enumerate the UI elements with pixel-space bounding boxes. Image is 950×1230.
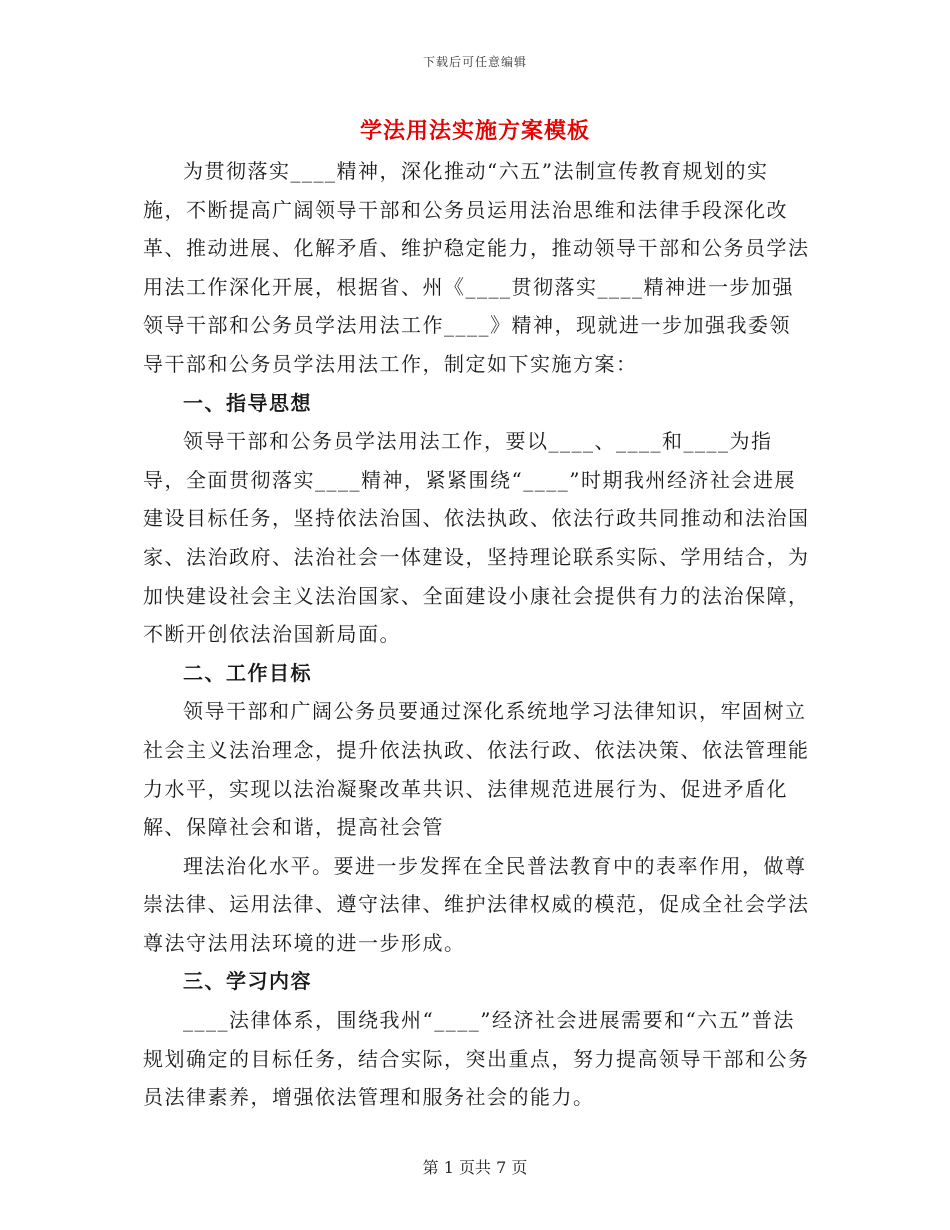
header-note: 下载后可任意编辑 — [422, 55, 527, 69]
work-goals-paragraph-2: 理法治化水平。要进一步发挥在全民普法教育中的表率作用，做尊崇法律、运用法律、遵守法律、维护法律权威的模范，促成全社会学法尊法守法用法环境的进一步形成。 — [143, 853, 810, 955]
section-heading-work-goals: 二、工作目标 — [183, 660, 312, 685]
work-goals-paragraph-1: 领导干部和广阔公务员要通过深化系统地学习法律知识，牢固树立社会主义法治理念，提升依法执政、依法行政、依法决策、依法管理能力水平，实现以法治凝聚改革共识、法律规范进展行为、促进矛盾化解、保障社会和谐，提高社会管 — [143, 699, 810, 840]
document-title: 学法用法实施方案模板 — [359, 118, 590, 144]
section-heading-study-content: 三、学习内容 — [183, 969, 312, 994]
intro-paragraph: 为贯彻落实____精神，深化推动“六五”法制宣传教育规划的实施，不断提高广阔领导干部和公务员运用法治思维和法律手段深化改革、推动进展、化解矛盾、维护稳定能力，推动领导干部和公务员学法用法工作深化开展，根据省、州《____贯彻落实____精神进一步加强领导干部和公务员学法用法工作____》精神，现就进一步加强我委领导干部和公务员学法用法工作，制定如下实施方案： — [143, 159, 810, 376]
study-content-paragraph: ____法律体系，围绕我州“____”经济社会进展需要和“六五”普法规划确定的目标任务，结合实际，突出重点，努力提高领导干部和公务员法律素养，增强依法管理和服务社会的能力。 — [143, 1008, 810, 1110]
guiding-thought-paragraph: 领导干部和公务员学法用法工作，要以____、____和____为指导，全面贯彻落实____精神，紧紧围绕“____”时期我州经济社会进展建设目标任务，坚持依法治国、依法执政、依法行政共同推动和法治国家、法治政府、法治社会一体建设，坚持理论联系实际、学用结合，为加快建设社会主义法治国家、全面建设小康社会提供有力的法治保障，不断开创依法治国新局面。 — [143, 429, 810, 647]
section-heading-guiding-thought: 一、指导思想 — [183, 390, 312, 415]
document-body — [143, 152, 811, 1117]
page-number-footer: 第 1 页共 7 页 — [422, 1158, 528, 1177]
